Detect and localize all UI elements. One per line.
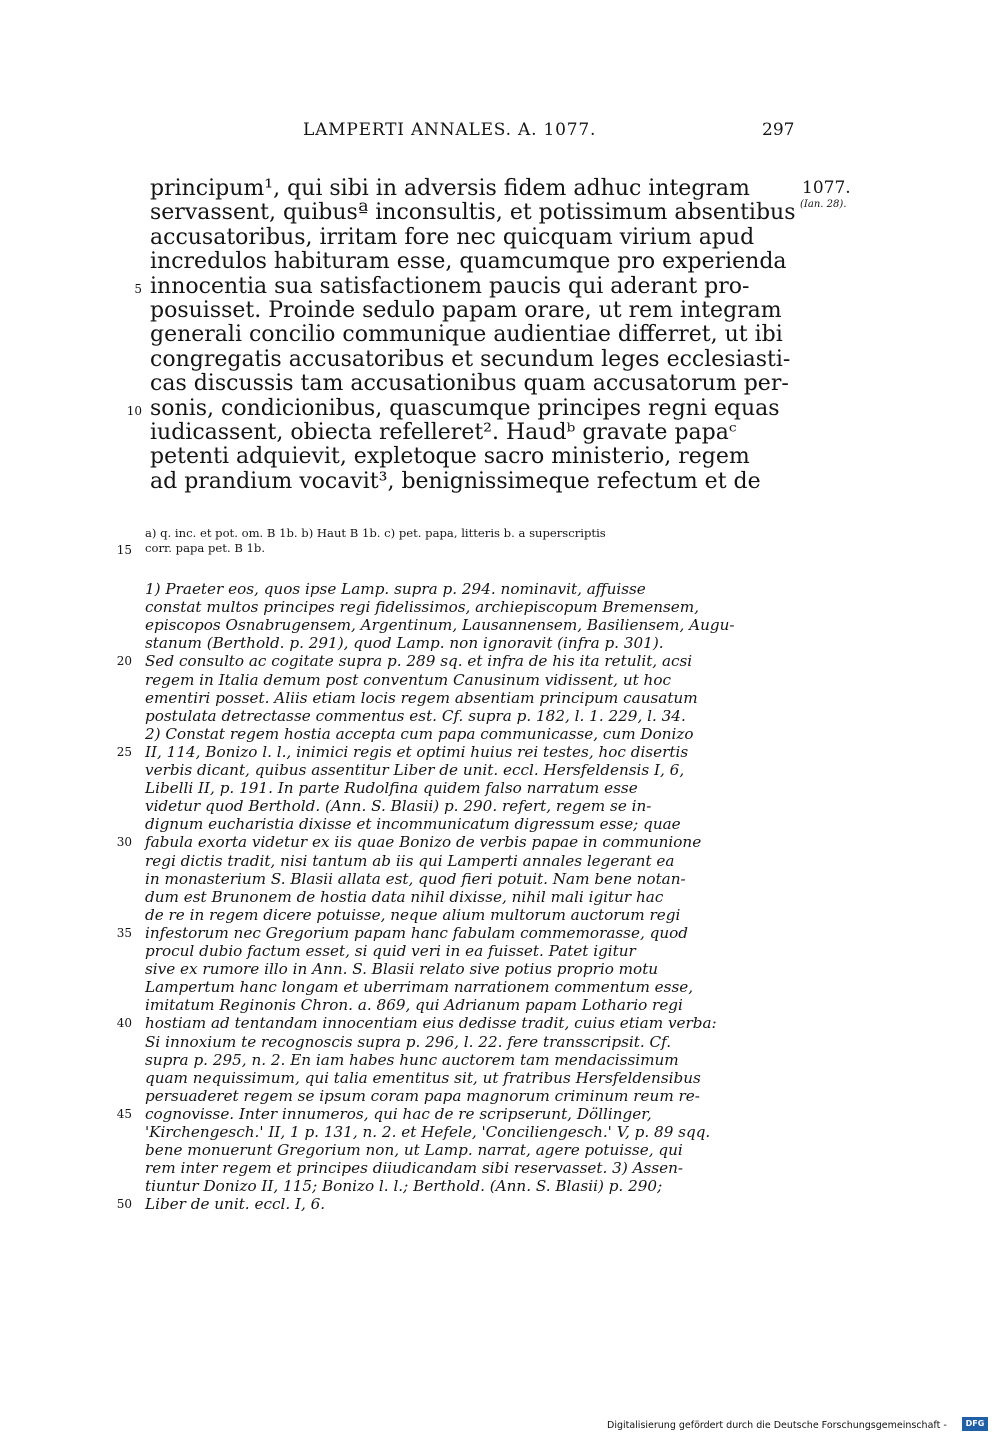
footnote-line: infestorum nec Gregorium papam hanc fabulam commemorasse, quod bbox=[145, 923, 688, 942]
line-number: 25 bbox=[116, 744, 132, 759]
footnote-line: dignum eucharistia dixisse et incommunicatum digressum esse; quae bbox=[145, 815, 681, 834]
footnote-line: supra p. 295, n. 2. En iam habes hunc auctorem tam mendacissimum bbox=[145, 1050, 679, 1069]
footnote-line: regi dictis tradit, nisi tantum ab iis qui Lamperti annales legerant ea bbox=[145, 851, 675, 870]
footnote-line: hostiam ad tentandam innocentiam eius dedisse tradit, cuius etiam verba: bbox=[145, 1014, 717, 1033]
running-title: LAMPERTI ANNALES. A. 1077. bbox=[303, 120, 597, 140]
main-text-line: posuisset. Proinde sedulo papam orare, ut rem integram bbox=[150, 298, 782, 323]
line-number: 30 bbox=[116, 835, 132, 850]
footnote-line: Lampertum hanc longam et uberrimam narrationem commentum esse, bbox=[145, 978, 694, 997]
footnote-line: quam nequissimum, qui talia ementitus sit, ut fratribus Hersfeldensibus bbox=[145, 1068, 701, 1087]
main-text-line: innocentia sua satisfactionem paucis qui aderant pro- bbox=[150, 273, 750, 299]
margin-year: 1077. bbox=[802, 178, 851, 198]
apparatus-line: corr. papa pet. B 1b. bbox=[145, 541, 266, 555]
line-number: 40 bbox=[116, 1016, 132, 1031]
line-number: 10 bbox=[126, 403, 142, 418]
main-text-line: accusatoribus, irritam fore nec quicquam virium apud bbox=[150, 224, 755, 250]
footnote-line: ementiri posset. Aliis etiam locis regem absentiam principum causatum bbox=[145, 688, 698, 707]
main-text-line: servassent, quibusª inconsultis, et potissimum absentibus bbox=[150, 200, 796, 226]
main-text-line: incredulos habituram esse, quamcumque pro experienda bbox=[150, 249, 787, 275]
footnote-line: sive ex rumore illo in Ann. S. Blasii relato sive potius proprio motu bbox=[145, 960, 659, 979]
page-number: 297 bbox=[762, 120, 795, 140]
footnote-line: de re in regem dicere potuisse, neque alium multorum auctorum regi bbox=[145, 905, 681, 924]
footnote-line: persuaderet regem se ipsum coram papa magnorum criminum reum re- bbox=[145, 1086, 700, 1105]
footnote-line: verbis dicant, quibus assentitur Liber de unit. eccl. Hersfeldensis I, 6, bbox=[145, 761, 685, 779]
footnote-line: Libelli II, p. 191. In parte Rudolfina quidem falso narratum esse bbox=[145, 779, 638, 798]
main-text-line: principum¹, qui sibi in adversis fidem adhuc integram bbox=[150, 176, 750, 201]
footer-credit: Digitalisierung gefördert durch die Deutsche Forschungsgemeinschaft - bbox=[607, 1420, 947, 1431]
footnote-line: procul dubio factum esset, si quid veri in ea fuisset. Patet igitur bbox=[145, 942, 636, 960]
footnote-line: 1) Praeter eos, quos ipse Lamp. supra p. 294. nominavit, affuisse bbox=[145, 580, 646, 598]
main-text-line: cas discussis tam accusationibus quam accusatorum per- bbox=[150, 371, 789, 397]
main-text-line: sonis, condicionibus, quascumque principes regni equas bbox=[150, 395, 780, 421]
footnote-line: videtur quod Berthold. (Ann. S. Blasii) p. 290. refert, regem se in- bbox=[145, 797, 652, 816]
footnote-line: 2) Constat regem hostia accepta cum papa communicasse, cum Donizo bbox=[145, 724, 694, 743]
line-number: 5 bbox=[134, 281, 142, 296]
apparatus-line: a) q. inc. et pot. om. B 1b. b) Haut B 1b. c) pet. papa, litteris b. a superscriptis bbox=[145, 526, 606, 540]
footnote-line: constat multos principes regi fidelissimos, archiepiscopum Bremensem, bbox=[145, 598, 699, 617]
line-number: 20 bbox=[116, 654, 132, 669]
footnote-line: 'Kirchengesch.' II, 1 p. 131, n. 2. et Hefele, 'Conciliengesch.' V, p. 89 sqq. bbox=[145, 1123, 711, 1141]
footnote-line: Si innoxium te recognoscis supra p. 296, l. 22. fere transscripsit. Cf. bbox=[145, 1032, 672, 1051]
footnote-line: imitatum Reginonis Chron. a. 869, qui Adrianum papam Lothario regi bbox=[145, 996, 683, 1015]
main-text-line: generali concilio communique audientiae differret, ut ibi bbox=[150, 322, 783, 348]
main-text-line: iudicassent, obiecta refelleret². Haudᵇ gravate papaᶜ bbox=[150, 420, 737, 445]
main-text-line: petenti adquievit, expletoque sacro ministerio, regem bbox=[150, 444, 750, 470]
main-text-line: ad prandium vocavit³, benignissimeque refectum et de bbox=[150, 468, 761, 494]
footnote-line: stanum (Berthold. p. 291), quod Lamp. non ignoravit (infra p. 301). bbox=[145, 634, 664, 653]
footnote-line: tiuntur Donizo II, 115; Bonizo l. l.; Berthold. (Ann. S. Blasii) p. 290; bbox=[145, 1177, 663, 1196]
line-number: 35 bbox=[116, 925, 132, 940]
main-text-line: congregatis accusatoribus et secundum leges ecclesiasti- bbox=[150, 346, 791, 372]
footnote-line: regem in Italia demum post conventum Canusinum vidissent, ut hoc bbox=[145, 670, 671, 689]
line-number: 45 bbox=[116, 1106, 132, 1121]
line-number: 15 bbox=[116, 543, 132, 557]
footnote-line: rem inter regem et principes diiudicandam sibi reservasset. 3) Assen- bbox=[145, 1159, 684, 1178]
footnote-line: bene monuerunt Gregorium non, ut Lamp. narrat, agere potuisse, qui bbox=[145, 1141, 683, 1160]
footnote-line: in monasterium S. Blasii allata est, quod fieri potuit. Nam bene notan- bbox=[145, 869, 686, 888]
footnote-line: Liber de unit. eccl. I, 6. bbox=[145, 1195, 326, 1214]
page-header bbox=[0, 120, 1000, 150]
footnote-line: postulata detrectasse commentus est. Cf. supra p. 182, l. 1. 229, l. 34. bbox=[145, 706, 686, 725]
footnote-line: cognovisse. Inter innumeros, qui hac de re scripserunt, Döllinger, bbox=[145, 1104, 652, 1123]
line-number: 50 bbox=[116, 1197, 132, 1212]
footnote-line: II, 114, Bonizo l. l., inimici regis et optimi huius rei testes, hoc disertis bbox=[145, 742, 689, 761]
margin-date: (Ian. 28). bbox=[800, 199, 847, 210]
footnote-line: episcopos Osnabrugensem, Argentinum, Lausannensem, Basiliensem, Augu- bbox=[145, 616, 735, 635]
footnote-line: Sed consulto ac cogitate supra p. 289 sq. et infra de his ita retulit, acsi bbox=[145, 652, 693, 671]
footnote-line: fabula exorta videtur ex iis quae Bonizo de verbis papae in communione bbox=[145, 833, 702, 852]
dfg-logo[interactable]: DFG bbox=[962, 1417, 988, 1431]
footnote-line: dum est Brunonem de hostia data nihil dixisse, nihil mali igitur hac bbox=[145, 887, 664, 906]
